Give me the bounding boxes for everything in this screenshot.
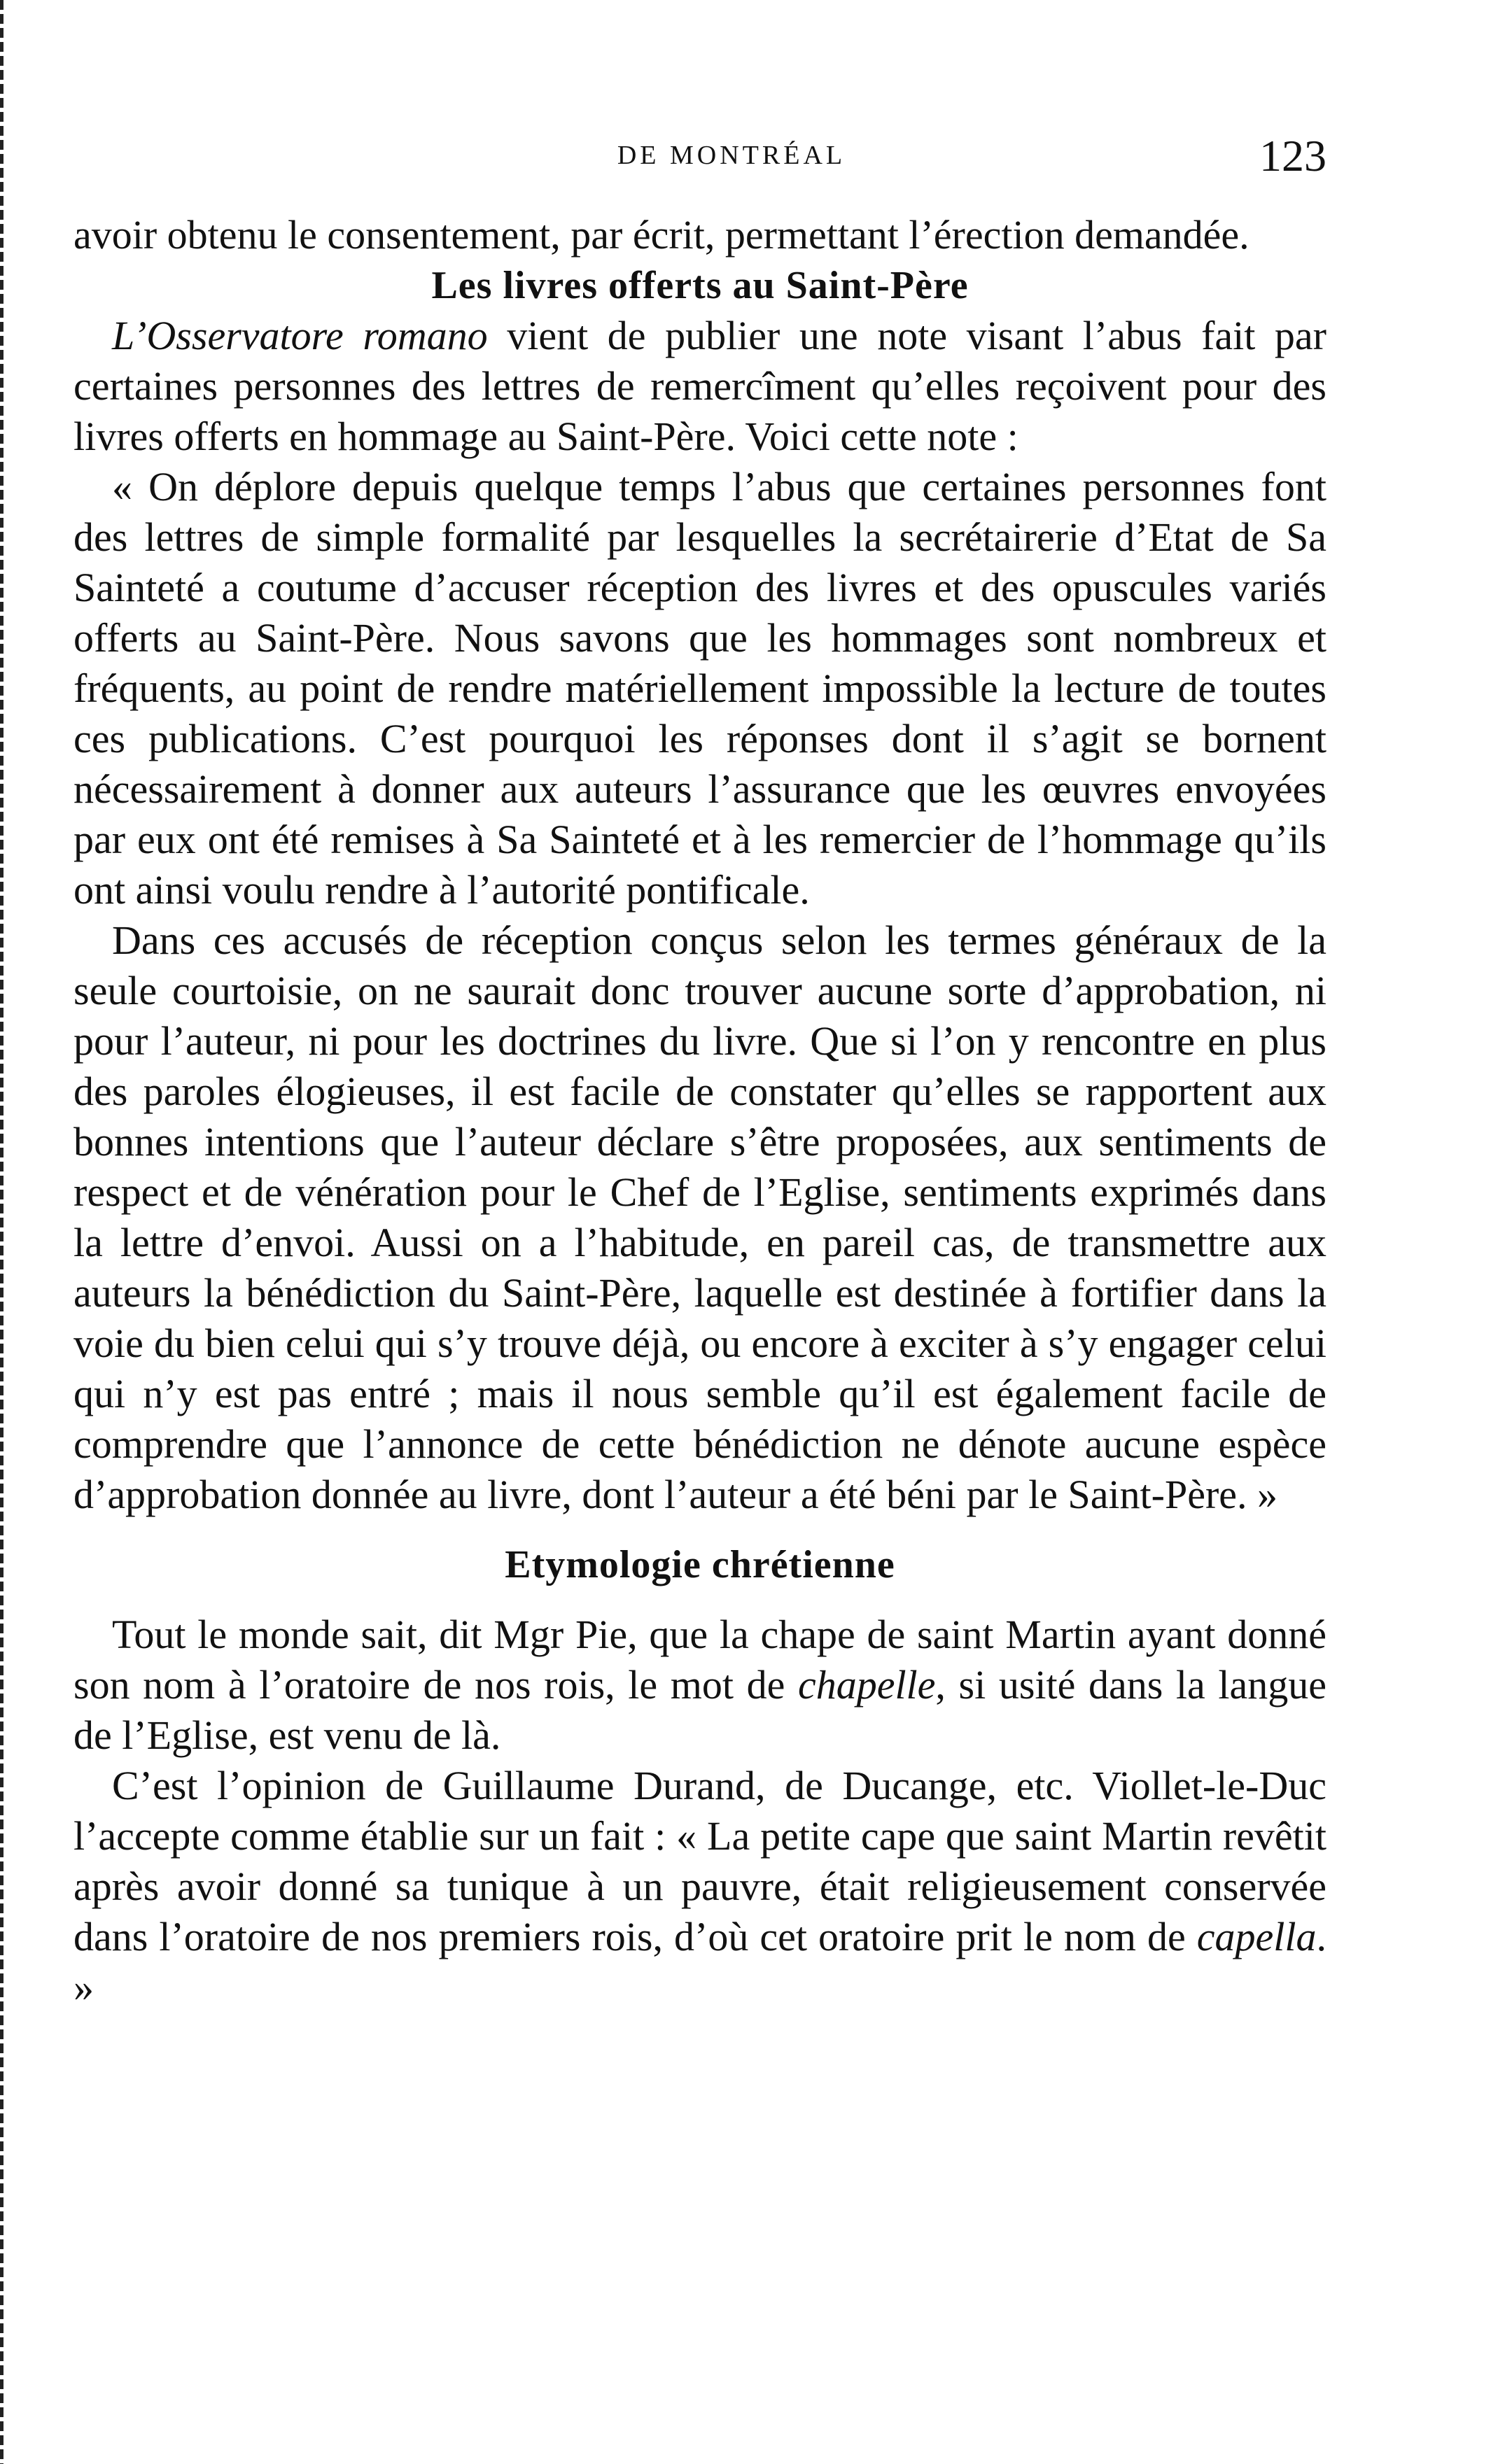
page-number: 123 [1259,131,1326,181]
etymology-paragraph-2 [74,1761,1326,2013]
page-header [74,131,1326,182]
quote-paragraph-1: « On déplore depuis quelque temps l’abus que certaines personnes font des lettres de simple formalité par lesquelles la secrétairerie d’Etat de Sa Sainteté a coutume d’accuser réception des livres et des opuscules variés offerts au Saint-Père. Nous savons que les hommages sont nombreux et fréquents, au point de rendre matériellement impossible la lecture de toutes ces publications. C’est pourquoi les réponses dont il s’agit se bornent nécessairement à donner aux auteurs l’assurance que les œuvres envoyées par eux ont été remises à Sa Sainteté et à les remercier de l’hommage qu’ils ont ainsi voulu rendre à l’autorité pontificale. [74,464,1326,913]
etymology-p2-end: . » [74,1914,1326,2010]
section-heading-etymologie: Etymologie chrétienne [505,1543,895,1586]
quote-paragraph-2: Dans ces accusés de réception conçus selon les termes généraux de la seule courtoisie, on ne saurait donc trouver aucune sorte d’approbation, ni pour l’auteur, ni pour les doctrines du livre. Que si l’on y rencontre en plus des paroles élogieuses, il est facile de constater qu’elles se rapportent aux bonnes intentions que l’auteur déclare s’être proposées, aux sentiments de respect et de vénération pour le Chef de l’Eglise, sentiments exprimés dans la lettre d’envoi. Aussi on a l’habitude, en pareil cas, de transmettre aux auteurs la bénédiction du Saint-Père, laquelle est destinée à fortifier dans la voie du bien celui qui s’y trouve déjà, ou encore à exciter à s’y engager celui qui n’y est pas entré ; mais il nous semble qu’il est également facile de comprendre que l’annonce de cette bénédiction ne dénote aucune espèce d’approbation donnée au livre, dont l’auteur a été béni par le Saint-Père. » [74,917,1326,1517]
section-heading-livres: Les livres offerts au Saint-Père [431,264,969,307]
etymology-p1-end: , si usité dans la langue de l’Eglise, est venu de là. [74,1662,1326,1758]
intro-text: vient de publier une note visant l’abus fait par certaines personnes des lettres de remercîment qu’elles reçoivent pour des livres offerts en hommage au Saint-Père. Voici cette note : [74,313,1326,459]
word-chapelle: chapelle [797,1662,936,1708]
newspaper-title: L’Osservatore romano [112,313,488,358]
etymology-paragraph-1 [74,1610,1326,1761]
body-text [74,210,1326,2013]
etymology-p2-text: C’est l’opinion de Guillaume Durand, de Ducange, etc. Viollet-le-Duc l’accepte comme établie sur un fait : « La petite cape que saint Martin revêtit après avoir donné sa tunique à un pauvre, était religieusement conservée dans l’oratoire de nos premiers rois, d’où cet oratoire prit le nom de [74,1763,1326,1959]
etymology-p1-text: Tout le monde sait, dit Mgr Pie, que la chape de saint Martin ayant donné son nom à l’oratoire de nos rois, le mot de [74,1612,1326,1708]
word-capella: capella [1196,1914,1317,1959]
running-head: DE MONTRÉAL [617,141,846,170]
continuation-paragraph: avoir obtenu le consentement, par écrit, permettant l’érection demandée. [74,212,1250,258]
intro-paragraph [74,311,1326,462]
binding-edge [0,0,4,2464]
